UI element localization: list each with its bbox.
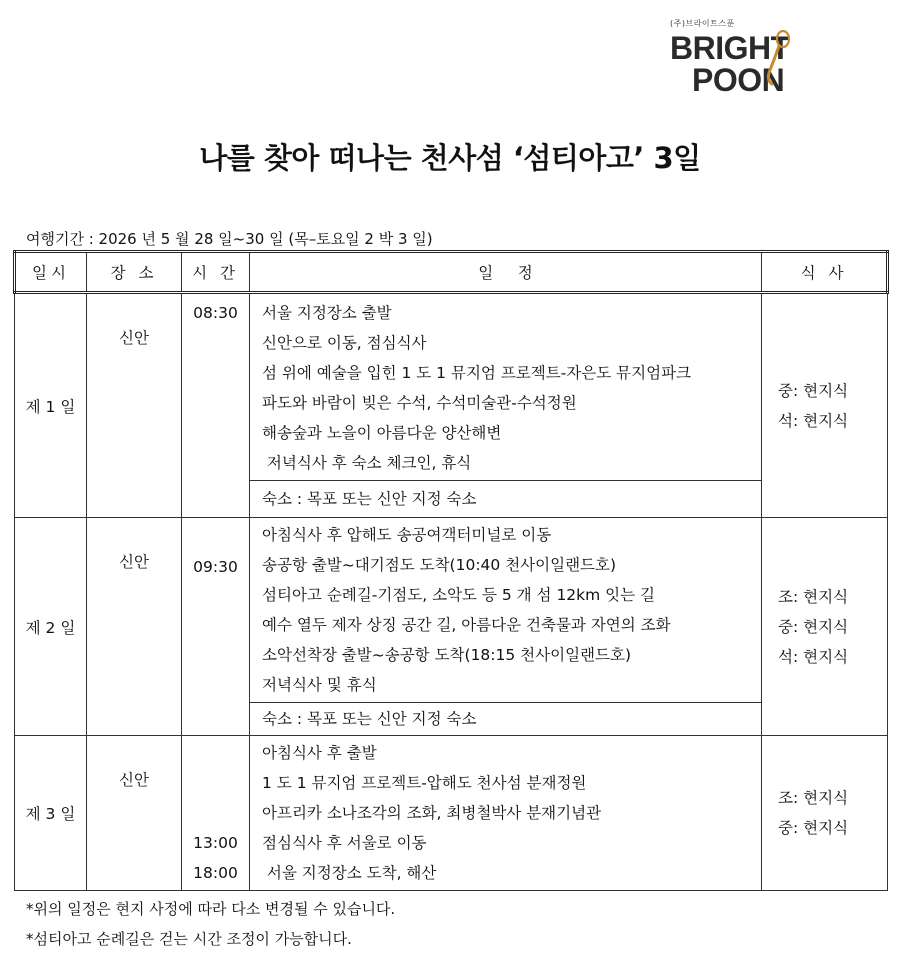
schedule-item: 예수 열두 제자 상징 공간 길, 아름다운 건축물과 자연의 조화 (262, 616, 671, 634)
time-spacer (182, 768, 249, 798)
schedule-item: 파도와 바람이 빚은 수석, 수석미술관-수석정원 (262, 394, 577, 412)
time-cell (182, 293, 250, 518)
table-row (15, 518, 888, 703)
footnote: *섬티아고 순례길은 걷는 시간 조정이 가능합니다. (26, 930, 352, 948)
schedule-item: 아프리카 소나조각의 조화, 최병철박사 분재기념관 (262, 804, 602, 822)
lodging-cell (250, 481, 762, 518)
time-cell (182, 518, 250, 736)
schedule-item: 서울 지정장소 도착, 해산 (262, 864, 437, 882)
footnotes (26, 894, 395, 954)
schedule-item: 송공항 출발~대기점도 도착(10:40 천사이일랜드호) (262, 556, 617, 574)
meal-item: 석: 현지식 (778, 411, 849, 430)
spoon-icon (762, 30, 792, 86)
header-schedule: 일 정 (250, 252, 762, 293)
schedule-item: 저녁식사 후 숙소 체크인, 휴식 (262, 454, 472, 472)
itinerary-table (13, 250, 889, 891)
travel-period: 여행기간 : 2026 년 5 월 28 일~30 일 (목–토요일 2 박 3 일) (26, 230, 433, 248)
meal-item: 중: 현지식 (778, 819, 849, 837)
header-meal: 식 사 (762, 252, 888, 293)
schedule-item: 섬 위에 예술을 입힌 1 도 1 뮤지엄 프로젝트-자은도 뮤지엄파크 (262, 364, 692, 382)
time-spacer (182, 738, 249, 768)
schedule-item: 점심식사 후 서울로 이동 (262, 834, 427, 852)
schedule-item: 서울 지정장소 출발 (262, 304, 392, 322)
lodging-text: 숙소 : 목포 또는 신안 지정 숙소 (262, 490, 477, 508)
schedule-item: 1 도 1 뮤지엄 프로젝트-압해도 천사섬 분재정원 (262, 774, 587, 792)
table-row (15, 293, 888, 481)
meal-item: 조: 현지식 (778, 789, 849, 807)
meal-item: 중: 현지식 (778, 617, 849, 636)
schedule-item: 섬티아고 순례길-기점도, 소악도 등 5 개 섬 12km 잇는 길 (262, 586, 656, 604)
footnote: *위의 일정은 현지 사정에 따라 다소 변경될 수 있습니다. (26, 900, 396, 918)
document-title: 나를 찾아 떠나는 천사섬 ‘섬티아고’ 3일 (199, 141, 701, 175)
schedule-cell (250, 293, 762, 481)
schedule-cell (250, 736, 762, 891)
table-row (15, 736, 888, 891)
header-time: 시 간 (182, 252, 250, 293)
meal-item: 석: 현지식 (778, 647, 849, 666)
logo-brand-left: BRIGHT (670, 30, 790, 66)
meal-cell (762, 293, 888, 518)
brand-logo (670, 18, 880, 98)
place-cell: 신안 (87, 293, 182, 518)
day-label: 제 2 일 (15, 518, 87, 736)
meal-item: 중: 현지식 (778, 381, 849, 400)
schedule-item: 아침식사 후 압해도 송공여객터미널로 이동 (262, 526, 552, 544)
logo-brand-right: POON (692, 62, 785, 98)
lodging-cell (250, 703, 762, 736)
schedule-item: 아침식사 후 출발 (262, 744, 377, 762)
logo-company-name: (주)브라이트스푼 (670, 19, 735, 28)
time-value: 08:30 (193, 304, 238, 322)
schedule-item: 소악선착장 출발~송공항 도착(18:15 천사이일랜드호) (262, 646, 632, 664)
time-value: 13:00 (193, 834, 238, 852)
place-cell: 신안 (87, 736, 182, 891)
schedule-item: 해송숲과 노을이 아름다운 양산해변 (262, 424, 502, 442)
header-place: 장 소 (87, 252, 182, 293)
place-cell: 신안 (87, 518, 182, 736)
time-value: 18:00 (193, 864, 238, 882)
time-value: 09:30 (193, 558, 238, 576)
lodging-text: 숙소 : 목포 또는 신안 지정 숙소 (262, 710, 477, 728)
meal-cell (762, 518, 888, 736)
header-day: 일시 (15, 252, 87, 293)
table-header-row (15, 252, 888, 293)
day-label: 제 1 일 (15, 293, 87, 518)
logo-wordmark (670, 32, 880, 96)
meal-item: 조: 현지식 (778, 587, 849, 606)
day-label: 제 3 일 (15, 736, 87, 891)
meal-cell (762, 736, 888, 891)
time-cell (182, 736, 250, 891)
schedule-item: 신안으로 이동, 점심식사 (262, 334, 427, 352)
schedule-cell (250, 518, 762, 703)
schedule-item: 저녁식사 및 휴식 (262, 676, 377, 694)
time-spacer (182, 798, 249, 828)
